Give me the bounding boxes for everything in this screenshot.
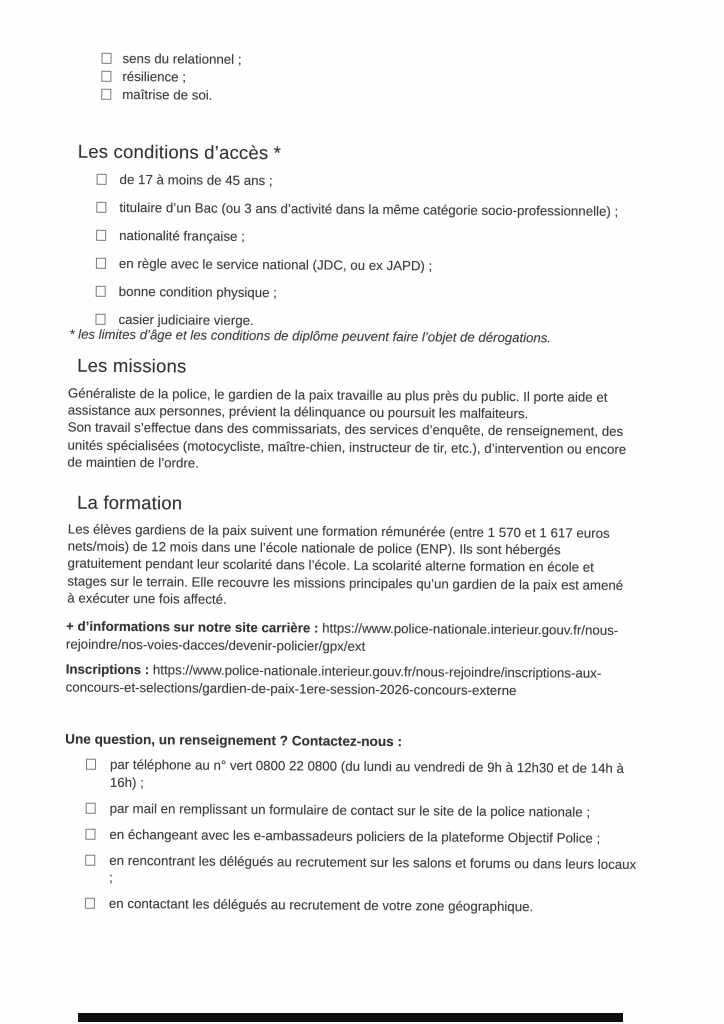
square-bullet-icon: [96, 258, 106, 269]
list-item-text: en contactant les délégués au recrutement de votre zone géographique.: [108, 895, 534, 915]
conditions-heading: Les conditions d’accès *: [77, 140, 282, 164]
square-bullet-icon: [101, 89, 111, 100]
contact-options-list: [85, 756, 686, 926]
career-site-info: [66, 618, 686, 658]
list-item-text: résilience ;: [122, 68, 187, 85]
list-item: [85, 825, 685, 847]
list-item: [85, 851, 685, 891]
age-derogation-footnote: * les limites d’âge et les conditions de diplôme peuvent faire l’objet de dérogations.: [69, 326, 552, 346]
list-item: [86, 756, 686, 796]
list-item-text: par mail en remplissant un formulaire de contact sur le site de la police nationale ;: [109, 800, 591, 820]
missions-heading: Les missions: [77, 354, 187, 377]
list-item-text: par téléphone au n° vert 0800 22 0800 (du lundi au vendredi de 9h à 12h30 et de 14h à 16h) ;: [109, 756, 625, 790]
square-bullet-icon: [97, 174, 107, 185]
list-item-text: de 17 à moins de 45 ans ;: [119, 171, 273, 189]
list-item: [96, 199, 706, 221]
formation-paragraph: Les élèves gardiens de la paix suivent une formation rémunérée (entre 1 570 et 1 617 euros nets/mois) de 12 mois dans une l’école nationale de police (ENP). Ils sont hébergés gratuitement pendant leur scolarité dans l’école. La scolarité alterne formation en école et stages sur le terrain. Elle recouvre les missions principales qu’un gardien de la paix est amené à exécuter une fois affecté.: [67, 521, 624, 607]
scanner-artifact-bar: [78, 1013, 623, 1022]
square-bullet-icon: [96, 286, 106, 297]
list-item-text: casier judiciaire vierge.: [118, 311, 254, 329]
square-bullet-icon: [85, 854, 95, 865]
list-item: [101, 50, 241, 69]
conditions-list: [95, 171, 706, 344]
list-item-text: nationalité française ;: [119, 227, 245, 244]
square-bullet-icon: [85, 898, 95, 909]
formation-heading: La formation: [76, 491, 183, 514]
list-item: [96, 255, 706, 277]
missions-paragraph: Généraliste de la police, le gardien de la paix travaille au plus près du public. Il porte aide et assistance aux personnes, prévient la délinquance ou poursuit les malfaiteurs. Son travail s’effectue dans des commissariats, des services d’enquête, de renseignement, des unités spécialisées (motocycliste, maître-chien, instructeur de tir, etc.), d’intervention ou encore de maintien de l’ordre.: [67, 385, 627, 471]
square-bullet-icon: [95, 314, 105, 325]
contact-heading: Une question, un renseignement ? Contactez-nous :: [65, 731, 403, 750]
list-item: [96, 227, 706, 249]
career-site-url: https://www.police-nationale.interieur.gouv.fr/nous- rejoindre/nos-voies-dacces/devenir-policier/gpx/ext: [65, 620, 619, 654]
intro-qualities-list: [101, 50, 241, 105]
square-bullet-icon: [101, 71, 111, 82]
square-bullet-icon: [96, 230, 106, 241]
inscriptions-info: [66, 661, 686, 701]
career-site-label: + d’informations sur notre site carrière :: [66, 618, 319, 636]
list-item-text: bonne condition physique ;: [118, 283, 277, 301]
list-item-text: en rencontrant les délégués au recrutement sur les salons et forums ou dans leurs locaux ;: [109, 852, 637, 885]
list-item-text: maîtrise de soi.: [122, 86, 213, 103]
square-bullet-icon: [102, 53, 112, 64]
square-bullet-icon: [86, 759, 96, 770]
list-item: [85, 895, 685, 917]
inscriptions-url: https://www.police-nationale.interieur.gouv.fr/nous-rejoindre/inscriptions-aux- concours-et-selections/gardien-de-paix-1ere-session-2026-concours-externe: [65, 662, 602, 698]
list-item: [101, 86, 241, 105]
list-item-text: titulaire d’un Bac (ou 3 ans d’activité dans la même catégorie socio-professionnelle) ;: [119, 199, 619, 219]
inscriptions-label: Inscriptions :: [65, 661, 150, 678]
list-item: [97, 171, 707, 193]
square-bullet-icon: [85, 828, 95, 839]
list-item-text: sens du relationnel ;: [122, 50, 242, 67]
list-item-text: en échangeant avec les e-ambassadeurs policiers de la plateforme Objectif Police ;: [109, 826, 601, 846]
list-item-text: en règle avec le service national (JDC, ou ex JAPD) ;: [118, 255, 433, 274]
list-item: [86, 799, 686, 821]
square-bullet-icon: [86, 802, 96, 813]
square-bullet-icon: [96, 202, 106, 213]
list-item: [101, 68, 241, 87]
list-item: [96, 283, 706, 305]
